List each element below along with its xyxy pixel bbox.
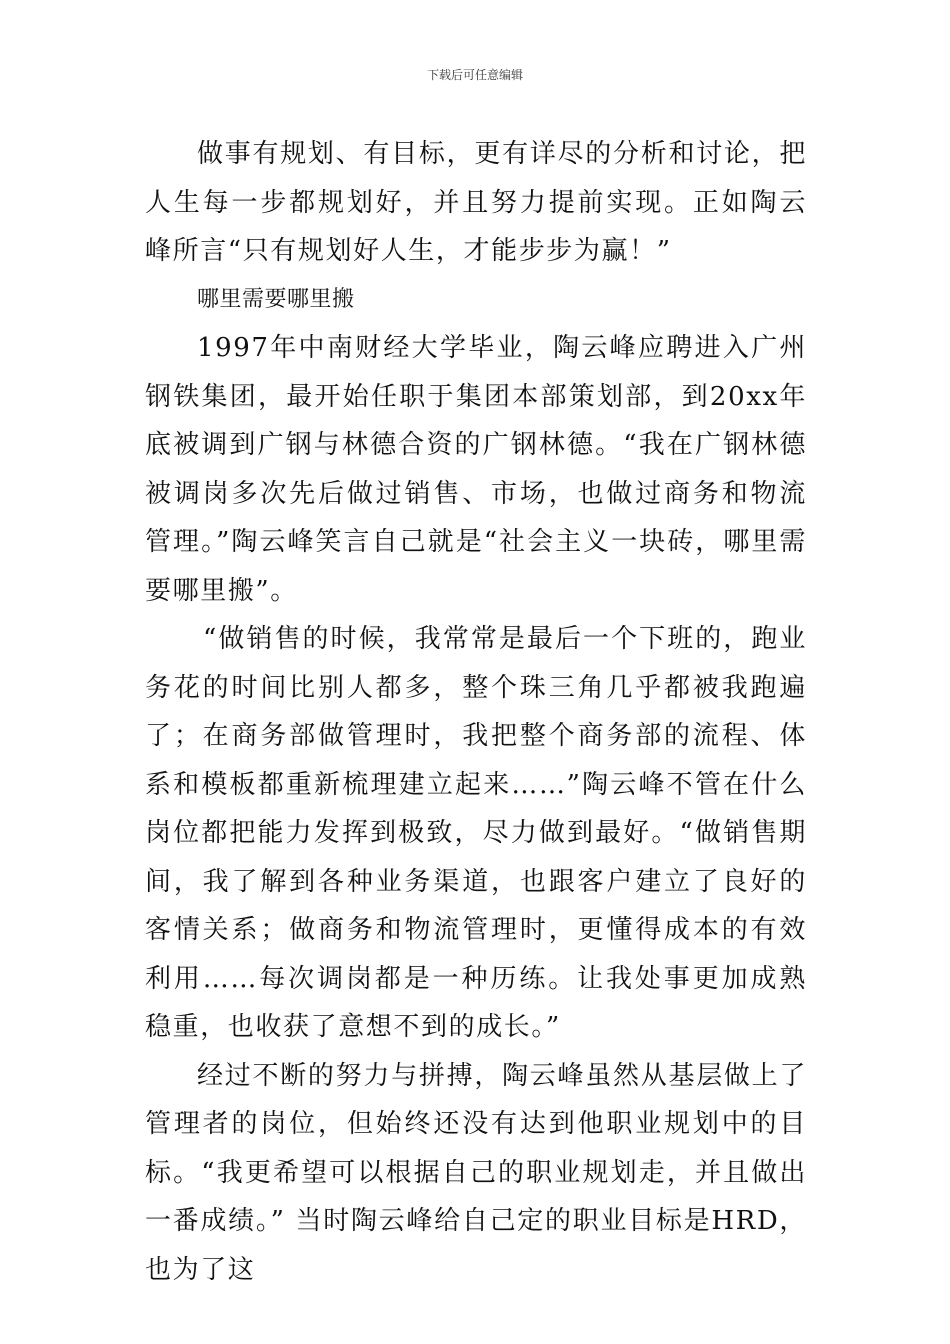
page-header-note: 下载后可任意编辑 bbox=[426, 68, 523, 82]
document-body bbox=[145, 130, 807, 1294]
paragraph-career-start: 1997年中南财经大学毕业，陶云峰应聘进入广州钢铁集团，最开始任职于集团本部策划部，到20xx年底被调到广钢与林德合资的广钢林德。“我在广钢林德被调岗多次先后做过销售、市场，也做过商务和物流管理。”陶云峰笑言自己就是“社会主义一块砖，哪里需要哪里搬”。 bbox=[145, 333, 807, 606]
section-heading: 哪里需要哪里搬 bbox=[197, 286, 355, 312]
paragraph-sales-experience: “做销售的时候，我常常是最后一个下班的，跑业务花的时间比别人都多，整个珠三角几乎都被我跑遍了；在商务部做管理时，我把整个商务部的流程、体系和模板都重新梳理建立起来……”陶云峰不管在什么岗位都把能力发挥到极致，尽力做到最好。“做销售期间，我了解到各种业务渠道，也跟客户建立了良好的客情关系；做商务和物流管理时，更懂得成本的有效利用……每次调岗都是一种历练。让我处事更加成熟稳重，也收获了意想不到的成长。” bbox=[145, 624, 807, 1042]
paragraph-career-goal: 经过不断的努力与拼搏，陶云峰虽然从基层做上了管理者的岗位，但始终还没有达到他职业规划中的目标。“我更希望可以根据自己的职业规划走，并且做出一番成绩。” 当时陶云峰给自己定的职业目标是HRD，也为了这 bbox=[145, 1060, 807, 1285]
paragraph-planning: 做事有规划、有目标，更有详尽的分析和讨论，把人生每一步都规划好，并且努力提前实现。正如陶云峰所言“只有规划好人生，才能步步为赢！” bbox=[145, 139, 807, 266]
